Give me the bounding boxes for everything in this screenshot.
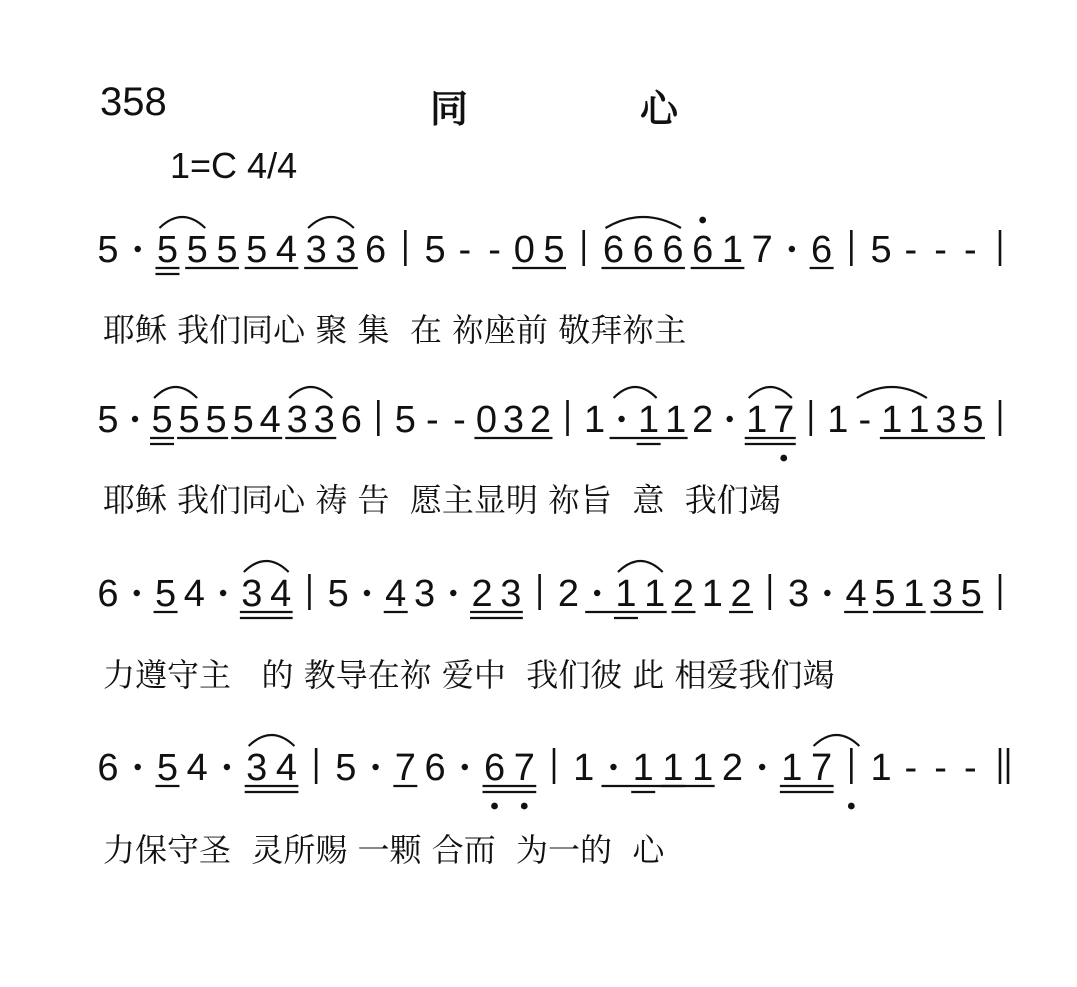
note: 0 bbox=[513, 229, 535, 271]
note: 7 bbox=[751, 229, 773, 271]
note: 5 bbox=[178, 399, 200, 441]
note: 3 bbox=[788, 573, 810, 615]
hymn-title-char-1: 同 bbox=[430, 87, 469, 131]
note: 1 bbox=[632, 747, 654, 789]
note: 3 bbox=[335, 229, 357, 271]
note: 3 bbox=[500, 573, 522, 615]
augmentation-dot bbox=[224, 764, 230, 770]
note: 5 bbox=[424, 229, 446, 271]
low-octave-dot bbox=[491, 803, 498, 810]
note: 5 bbox=[543, 229, 565, 271]
note: 4 bbox=[275, 747, 297, 789]
note: 3 bbox=[313, 399, 335, 441]
note: 3 bbox=[286, 399, 308, 441]
note: 5 bbox=[216, 229, 238, 271]
note: 1 bbox=[827, 399, 849, 441]
note: 6 bbox=[97, 747, 119, 789]
note: 0 bbox=[475, 399, 497, 441]
note: 4 bbox=[186, 747, 208, 789]
note: 4 bbox=[259, 399, 281, 441]
note: 1 bbox=[903, 573, 925, 615]
dash: - bbox=[858, 399, 872, 441]
note: 5 bbox=[205, 399, 227, 441]
augmentation-dot bbox=[450, 590, 456, 596]
note: 5 bbox=[327, 573, 349, 615]
low-octave-dot bbox=[780, 455, 787, 462]
tie-arc bbox=[154, 387, 197, 398]
tie-arc bbox=[244, 561, 289, 572]
hymn-number: 358 bbox=[100, 80, 167, 124]
note: 3 bbox=[305, 229, 327, 271]
note: 1 bbox=[692, 747, 714, 789]
augmentation-dot bbox=[134, 590, 140, 596]
dash: - bbox=[488, 229, 501, 271]
note: 6 bbox=[483, 747, 506, 789]
dash: - bbox=[934, 229, 947, 271]
augmentation-dot bbox=[789, 246, 795, 252]
low-octave-dot bbox=[521, 803, 528, 810]
tie-arc bbox=[614, 387, 657, 398]
note: 5 bbox=[246, 229, 268, 271]
note: 1 bbox=[781, 747, 803, 789]
note: 1 bbox=[638, 399, 660, 441]
dash: - bbox=[934, 747, 947, 789]
note: 3 bbox=[246, 747, 268, 789]
note: 3 bbox=[935, 399, 957, 441]
note: 5 bbox=[960, 573, 982, 615]
note: 4 bbox=[275, 229, 297, 271]
note: 1 bbox=[746, 399, 768, 441]
augmentation-dot bbox=[372, 764, 378, 770]
note: 7 bbox=[513, 747, 535, 789]
dash: - bbox=[963, 747, 977, 789]
note: 5 bbox=[156, 229, 179, 271]
augmentation-dot bbox=[132, 416, 138, 422]
note: 6 bbox=[424, 747, 446, 789]
note: 1 bbox=[870, 747, 892, 789]
note: 3 bbox=[241, 573, 263, 615]
note: 6 bbox=[340, 399, 362, 441]
note: 6 bbox=[692, 229, 714, 271]
note: 5 bbox=[962, 399, 984, 441]
note: 2 bbox=[557, 573, 579, 615]
augmentation-dot bbox=[759, 764, 765, 770]
tie-arc bbox=[308, 217, 354, 228]
note: 2 bbox=[730, 573, 752, 615]
augmentation-dot bbox=[618, 416, 624, 422]
note: 3 bbox=[413, 573, 436, 615]
tie-arc bbox=[289, 387, 332, 398]
tie-arc bbox=[857, 387, 927, 398]
tie-arc bbox=[605, 217, 680, 228]
key-signature: 1=C 4/4 bbox=[170, 145, 298, 186]
lyrics-line-3: 力遵守主 的 教导在祢 爱中 我们彼 此 相爱我们竭 bbox=[103, 656, 835, 694]
note: 5 bbox=[97, 399, 119, 441]
note: 1 bbox=[908, 399, 930, 441]
note: 2 bbox=[672, 573, 695, 615]
note: 2 bbox=[471, 573, 493, 615]
dash: - bbox=[458, 229, 472, 271]
augmentation-dot bbox=[594, 590, 600, 596]
note: 4 bbox=[845, 573, 867, 615]
augmentation-dot bbox=[462, 764, 468, 770]
note: 2 bbox=[692, 399, 714, 441]
tie-arc bbox=[749, 387, 792, 398]
note: 1 bbox=[721, 229, 743, 271]
note: 6 bbox=[662, 229, 684, 271]
low-octave-dot bbox=[848, 803, 855, 810]
note: 5 bbox=[151, 399, 173, 441]
augmentation-dot bbox=[364, 590, 370, 596]
note: 3 bbox=[931, 573, 954, 615]
note: 5 bbox=[870, 229, 892, 271]
note: 1 bbox=[583, 399, 606, 441]
note: 5 bbox=[97, 229, 119, 271]
dash: - bbox=[426, 399, 439, 441]
tie-arc bbox=[618, 561, 663, 572]
note: 1 bbox=[615, 573, 637, 615]
note: 6 bbox=[365, 229, 387, 271]
tie-arc bbox=[249, 735, 295, 746]
note: 1 bbox=[644, 573, 666, 615]
note: 4 bbox=[183, 573, 205, 615]
note: 5 bbox=[154, 573, 177, 615]
note: 5 bbox=[394, 399, 416, 441]
augmentation-dot bbox=[726, 416, 732, 422]
augmentation-dot bbox=[135, 246, 141, 252]
lyrics-line-2: 耶稣 我们同心 祷 告 愿主显明 祢旨 意 我们竭 bbox=[103, 481, 781, 519]
note: 1 bbox=[701, 573, 723, 615]
lyrics-line-4: 力保守圣 灵所赐 一颗 合而 为一的 心 bbox=[103, 831, 665, 869]
note: 1 bbox=[662, 747, 684, 789]
note: 6 bbox=[602, 229, 625, 271]
note: 2 bbox=[529, 399, 552, 441]
note: 4 bbox=[385, 573, 407, 615]
note: 3 bbox=[502, 399, 525, 441]
note: 5 bbox=[335, 747, 357, 789]
tie-arc bbox=[159, 217, 205, 228]
note: 1 bbox=[881, 399, 903, 441]
hymn-title-char-2: 心 bbox=[640, 87, 679, 131]
dash: - bbox=[904, 747, 918, 789]
note: 7 bbox=[773, 399, 795, 441]
augmentation-dot bbox=[610, 764, 616, 770]
note: 5 bbox=[232, 399, 254, 441]
note: 6 bbox=[97, 573, 119, 615]
note: 7 bbox=[394, 747, 416, 789]
note: 2 bbox=[721, 747, 743, 789]
lyrics-line-1: 耶稣 我们同心 聚 集 在 祢座前 敬拜祢主 bbox=[103, 311, 687, 349]
dash: - bbox=[963, 229, 977, 271]
note: 7 bbox=[811, 747, 833, 789]
note: 1 bbox=[573, 747, 595, 789]
dash: - bbox=[453, 399, 466, 441]
note: 5 bbox=[156, 747, 179, 789]
note: 6 bbox=[632, 229, 654, 271]
high-octave-dot bbox=[699, 217, 706, 224]
augmentation-dot bbox=[135, 764, 141, 770]
note: 5 bbox=[186, 229, 208, 271]
note: 1 bbox=[665, 399, 687, 441]
note: 4 bbox=[270, 573, 292, 615]
augmentation-dot bbox=[220, 590, 226, 596]
dash: - bbox=[904, 229, 918, 271]
augmentation-dot bbox=[824, 590, 830, 596]
note: 6 bbox=[811, 229, 833, 271]
tie-arc bbox=[814, 735, 860, 746]
note: 5 bbox=[874, 573, 896, 615]
